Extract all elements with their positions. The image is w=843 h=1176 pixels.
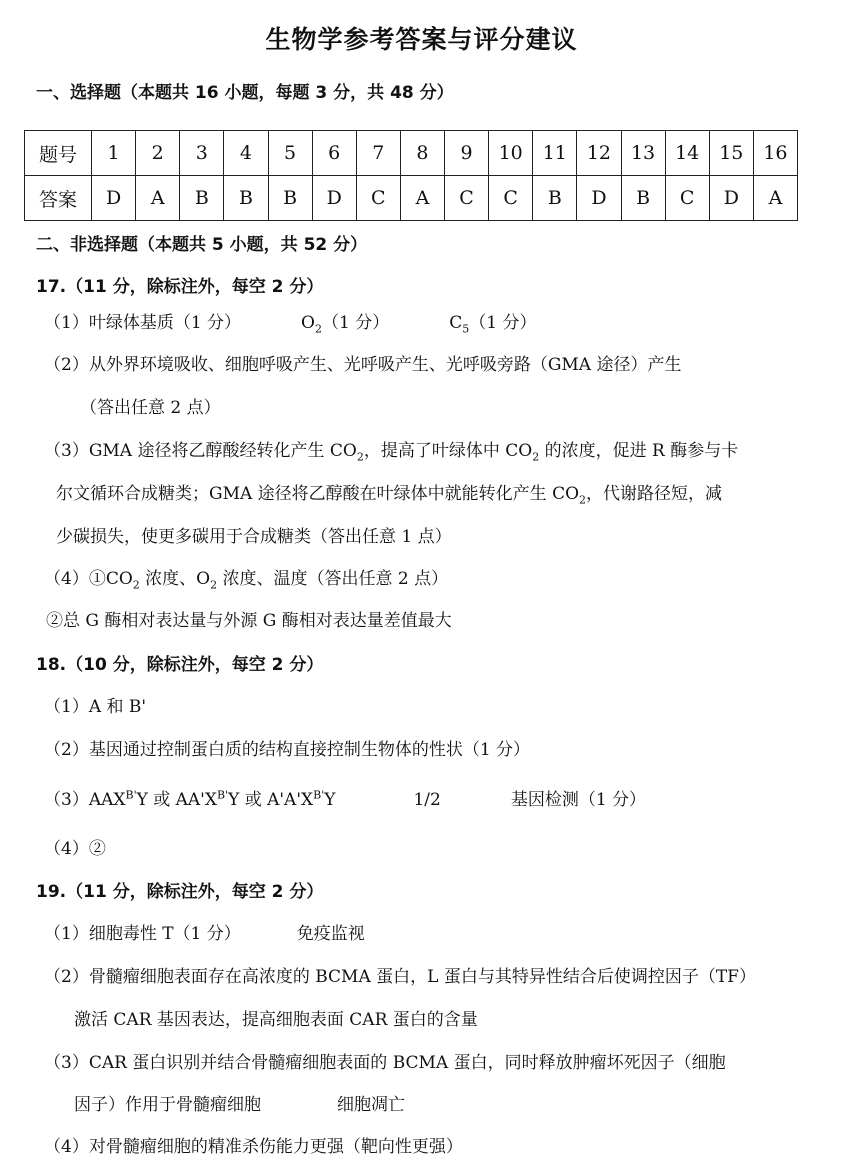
q17-part4-line2: ②总 G 酶相对表达量与外源 G 酶相对表达量差值最大 <box>46 611 452 631</box>
answer-cell: A <box>136 176 180 221</box>
question-number-cell: 3 <box>180 131 224 176</box>
question-number-cell: 4 <box>224 131 268 176</box>
q17-heading: 17.（11 分，除标注外，每空 2 分） <box>36 277 324 297</box>
answer-cell: B <box>268 176 312 221</box>
answer-cell: B <box>533 176 577 221</box>
q19-part4: （4）对骨髓瘤细胞的精准杀伤能力更强（靶向性更强） <box>44 1137 463 1157</box>
question-number-row <box>25 131 798 176</box>
question-number-cell: 9 <box>445 131 489 176</box>
question-number-cell: 7 <box>356 131 400 176</box>
q17-p1-b: $O_2(1$ 分） <box>301 313 390 336</box>
question-number-cell: 1 <box>92 131 136 176</box>
answer-cell: A <box>400 176 444 221</box>
answer-cell: D <box>709 176 753 221</box>
q19-part3-line1: （3）CAR 蛋白识别并结合骨髓瘤细胞表面的 BCMA 蛋白，同时释放肿瘤坏死因子（细胞 <box>44 1053 726 1073</box>
answer-cell: B <box>180 176 224 221</box>
answer-cell: D <box>92 176 136 221</box>
page-title: 生物学参考答案与评分建议 <box>265 25 578 54</box>
q19-part3-line2: 因子）作用于骨髓瘤细胞 细胞凋亡 <box>74 1095 405 1115</box>
q18-p3-fraction: 1/2 <box>413 790 441 810</box>
answer-cell: C <box>356 176 400 221</box>
question-number-cell: 13 <box>621 131 665 176</box>
q17-part2-line1: （2）从外界环境吸收、细胞呼吸产生、光呼吸产生、光呼吸旁路（GMA 途径）产生 <box>44 355 682 375</box>
question-number-cell: 15 <box>709 131 753 176</box>
q19-part2-line2: 激活 CAR 基因表达，提高细胞表面 CAR 蛋白的含量 <box>74 1010 478 1030</box>
answer-cell: B <box>621 176 665 221</box>
q18-part3: $(3)AAX^{B'}Y$ 或 $AA'X^{B'}Y$ 或 $A'A'X^{B'}Y$ 1/2 基因检测（1 分） <box>44 788 647 810</box>
question-number-cell: 8 <box>400 131 444 176</box>
q17-part4-line1: $(4)①CO_2$ 浓度、$O_2$ 浓度、温度（答出任意 2 点） <box>44 569 449 592</box>
q19-part1: （1）细胞毒性 T（1 分） 免疫监视 <box>44 924 365 944</box>
question-number-cell: 16 <box>753 131 797 176</box>
q18-part1: （1）A 和 B' <box>44 697 147 717</box>
q19-heading: 19.（11 分，除标注外，每空 2 分） <box>36 882 324 902</box>
q17-part3-line2: 尔文循环合成糖类；GMA 途径将乙醇酸在叶绿体中就能转化产生 $CO_2$，代谢路径短，减 <box>56 484 723 507</box>
question-number-cell: 2 <box>136 131 180 176</box>
q17-p1-c: $C_5(1$ 分） <box>449 313 537 336</box>
question-number-cell: 12 <box>577 131 621 176</box>
question-number-cell: 5 <box>268 131 312 176</box>
q17-part3-line3: 少碳损失，使更多碳用于合成糖类（答出任意 1 点） <box>56 527 452 547</box>
question-number-cell: 14 <box>665 131 709 176</box>
q17-p1-a: （1）叶绿体基质（1 分） <box>44 313 242 333</box>
answer-table <box>24 130 798 221</box>
answer-cell: C <box>445 176 489 221</box>
q19-part2-line1: （2）骨髓瘤细胞表面存在高浓度的 BCMA 蛋白，L 蛋白与其特异性结合后使调控因子（TF） <box>44 967 756 987</box>
answer-cell: D <box>312 176 356 221</box>
answer-cell: C <box>489 176 533 221</box>
answer-cell: A <box>753 176 797 221</box>
question-number-cell: 11 <box>533 131 577 176</box>
question-number-cell: 10 <box>489 131 533 176</box>
answer-row <box>25 176 798 221</box>
section2-heading: 二、非选择题（本题共 5 小题，共 52 分） <box>36 235 368 255</box>
q17-part2-line2: （答出任意 2 点） <box>80 398 221 418</box>
row-label-answer: 答案 <box>25 176 92 221</box>
q18-part2: （2）基因通过控制蛋白质的结构直接控制生物体的性状（1 分） <box>44 740 531 760</box>
q17-part3-line1: （3）GMA 途径将乙醇酸经转化产生 $CO_2$，提高了叶绿体中 $CO_2$ 的浓度，促进 R 酶参与卡 <box>44 441 739 464</box>
row-label-number: 题号 <box>25 131 92 176</box>
answer-cell: C <box>665 176 709 221</box>
q17-part1 <box>44 308 536 335</box>
answer-cell: B <box>224 176 268 221</box>
q18-p3-gene-test: 基因检测（1 分） <box>510 790 647 810</box>
question-number-cell: 6 <box>312 131 356 176</box>
section1-heading: 一、选择题（本题共 16 小题，每题 3 分，共 48 分） <box>36 83 454 103</box>
answer-cell: D <box>577 176 621 221</box>
q18-heading: 18.（10 分，除标注外，每空 2 分） <box>36 655 324 675</box>
q18-part4: （4）② <box>44 839 106 859</box>
